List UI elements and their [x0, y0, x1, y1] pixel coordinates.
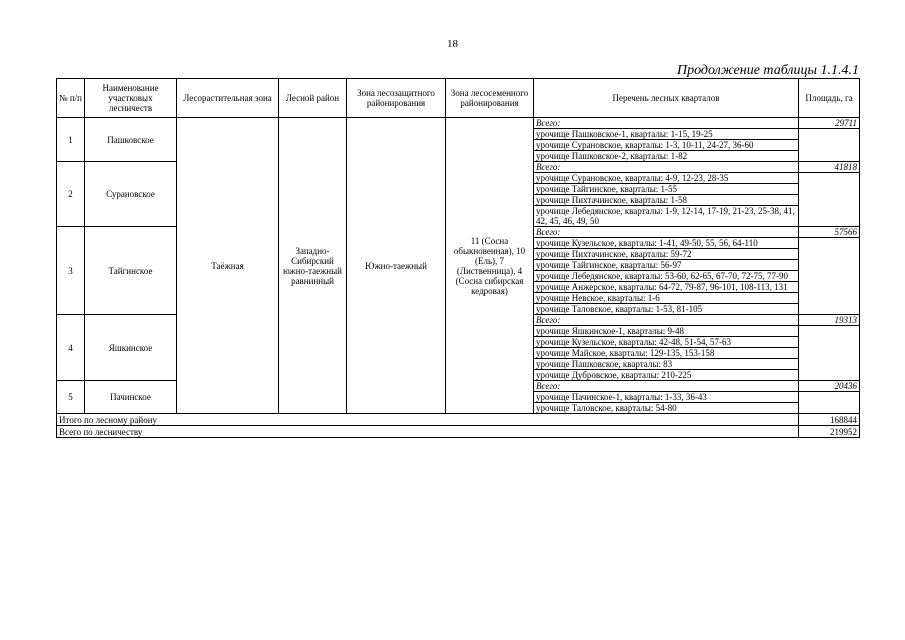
forestry-total-label: Всего по лесничеству [57, 426, 799, 438]
quarter-list-item: урочище Дубровское, кварталы: 210-225 [534, 370, 799, 381]
quarter-list-item: урочище Лебедянское, кварталы: 1-9, 12-14, 17-19, 21-23, 25-38, 41, 42, 45, 46, 49, 50 [534, 206, 799, 227]
forestry-total-value: 219952 [799, 426, 860, 438]
section-num: 1 [57, 118, 85, 162]
section-name: Сурановское [85, 162, 177, 227]
section-total-area: 20436 [799, 381, 860, 392]
quarter-list-item: урочище Анжерское, кварталы: 64-72, 79-87, 96-101, 108-113, 131 [534, 282, 799, 293]
section-name: Пашковское [85, 118, 177, 162]
section-name: Пачинское [85, 381, 177, 414]
quarter-list-item: урочище Яшкинское-1, кварталы: 9-48 [534, 326, 799, 337]
header-area: Площадь, га [799, 79, 860, 118]
section-total-row [57, 118, 860, 129]
section-num: 4 [57, 315, 85, 381]
header-seed-zone: Зона лесосеменного районирования [446, 79, 534, 118]
section-name: Яшкинское [85, 315, 177, 381]
district-total-label: Итого по лесному району [57, 414, 799, 426]
protection-zone-cell: Южно-таежный [347, 118, 446, 414]
quarter-list-item: урочище Таловское, кварталы: 1-53, 81-105 [534, 304, 799, 315]
section-num: 5 [57, 381, 85, 414]
district-total-row [57, 414, 860, 426]
header-num: № п/п [57, 79, 85, 118]
section-total-area: 57566 [799, 227, 860, 238]
section-total-label: Всего: [534, 381, 799, 392]
header-forest-zone: Лесорастительная зона [177, 79, 279, 118]
area-empty-cell [799, 326, 860, 381]
quarter-list-item: урочище Пашковское, кварталы: 83 [534, 359, 799, 370]
quarter-list-item: урочище Сурановское, кварталы: 1-3, 10-11, 24-27, 36-60 [534, 140, 799, 151]
quarter-list-item: урочище Лебедянское, кварталы: 53-60, 62-65, 67-70, 72-75, 77-90 [534, 271, 799, 282]
section-total-label: Всего: [534, 227, 799, 238]
header-forest-district: Лесной район [279, 79, 347, 118]
quarter-list-item: урочище Таловское, кварталы: 54-80 [534, 403, 799, 414]
table-footer [57, 414, 860, 438]
district-total-value: 168844 [799, 414, 860, 426]
section-total-area: 29711 [799, 118, 860, 129]
section-num: 3 [57, 227, 85, 315]
header-name: Наименование участковых лесничеств [85, 79, 177, 118]
forest-quarters-table [56, 78, 860, 438]
quarter-list-item: урочище Кузельское, кварталы: 42-48, 51-54, 57-63 [534, 337, 799, 348]
table-body [57, 118, 860, 414]
area-empty-cell [799, 129, 860, 162]
seed-zone-cell: 11 (Сосна обыкновенная), 10 (Ель), 7 (Лиственница), 4 (Сосна сибирская кедровая) [446, 118, 534, 414]
quarter-list-item: урочище Тайгинское, кварталы: 1-55 [534, 184, 799, 195]
table-header-row [57, 79, 860, 118]
quarter-list-item: урочище Майское, кварталы: 129-135, 153-158 [534, 348, 799, 359]
forest-district-cell: Западно-Сибирский южно-таежный равнинный [279, 118, 347, 414]
quarter-list-item: урочище Пихтачинское, кварталы: 1-58 [534, 195, 799, 206]
section-total-area: 41818 [799, 162, 860, 173]
quarter-list-item: урочище Пихтачинское, кварталы: 59-72 [534, 249, 799, 260]
section-total-area: 19313 [799, 315, 860, 326]
section-total-label: Всего: [534, 162, 799, 173]
quarter-list-item: урочище Кузельское, кварталы: 1-41, 49-50, 55, 56, 64-110 [534, 238, 799, 249]
forestry-total-row [57, 426, 860, 438]
quarter-list-item: урочище Пашковское-2, кварталы: 1-82 [534, 151, 799, 162]
quarter-list-item: урочище Сурановское, кварталы: 4-9, 12-23, 28-35 [534, 173, 799, 184]
quarter-list-item: урочище Невское, кварталы: 1-6 [534, 293, 799, 304]
section-total-label: Всего: [534, 315, 799, 326]
area-empty-cell [799, 173, 860, 227]
quarter-list-item: урочище Пашковское-1, кварталы: 1-15, 19-25 [534, 129, 799, 140]
header-protection-zone: Зона лесозащитного районирования [347, 79, 446, 118]
quarter-list-item: урочище Тайгинское, кварталы: 56-97 [534, 260, 799, 271]
section-name: Тайгинское [85, 227, 177, 315]
area-empty-cell [799, 392, 860, 414]
section-num: 2 [57, 162, 85, 227]
area-empty-cell [799, 238, 860, 315]
page-number: 18 [447, 38, 458, 50]
table-continuation-title: Продолжение таблицы 1.1.4.1 [676, 63, 859, 78]
section-total-label: Всего: [534, 118, 799, 129]
header-quarters: Перечень лесных кварталов [534, 79, 799, 118]
quarter-list-item: урочище Пачинское-1, кварталы: 1-33, 36-43 [534, 392, 799, 403]
forest-zone-cell: Таёжная [177, 118, 279, 414]
